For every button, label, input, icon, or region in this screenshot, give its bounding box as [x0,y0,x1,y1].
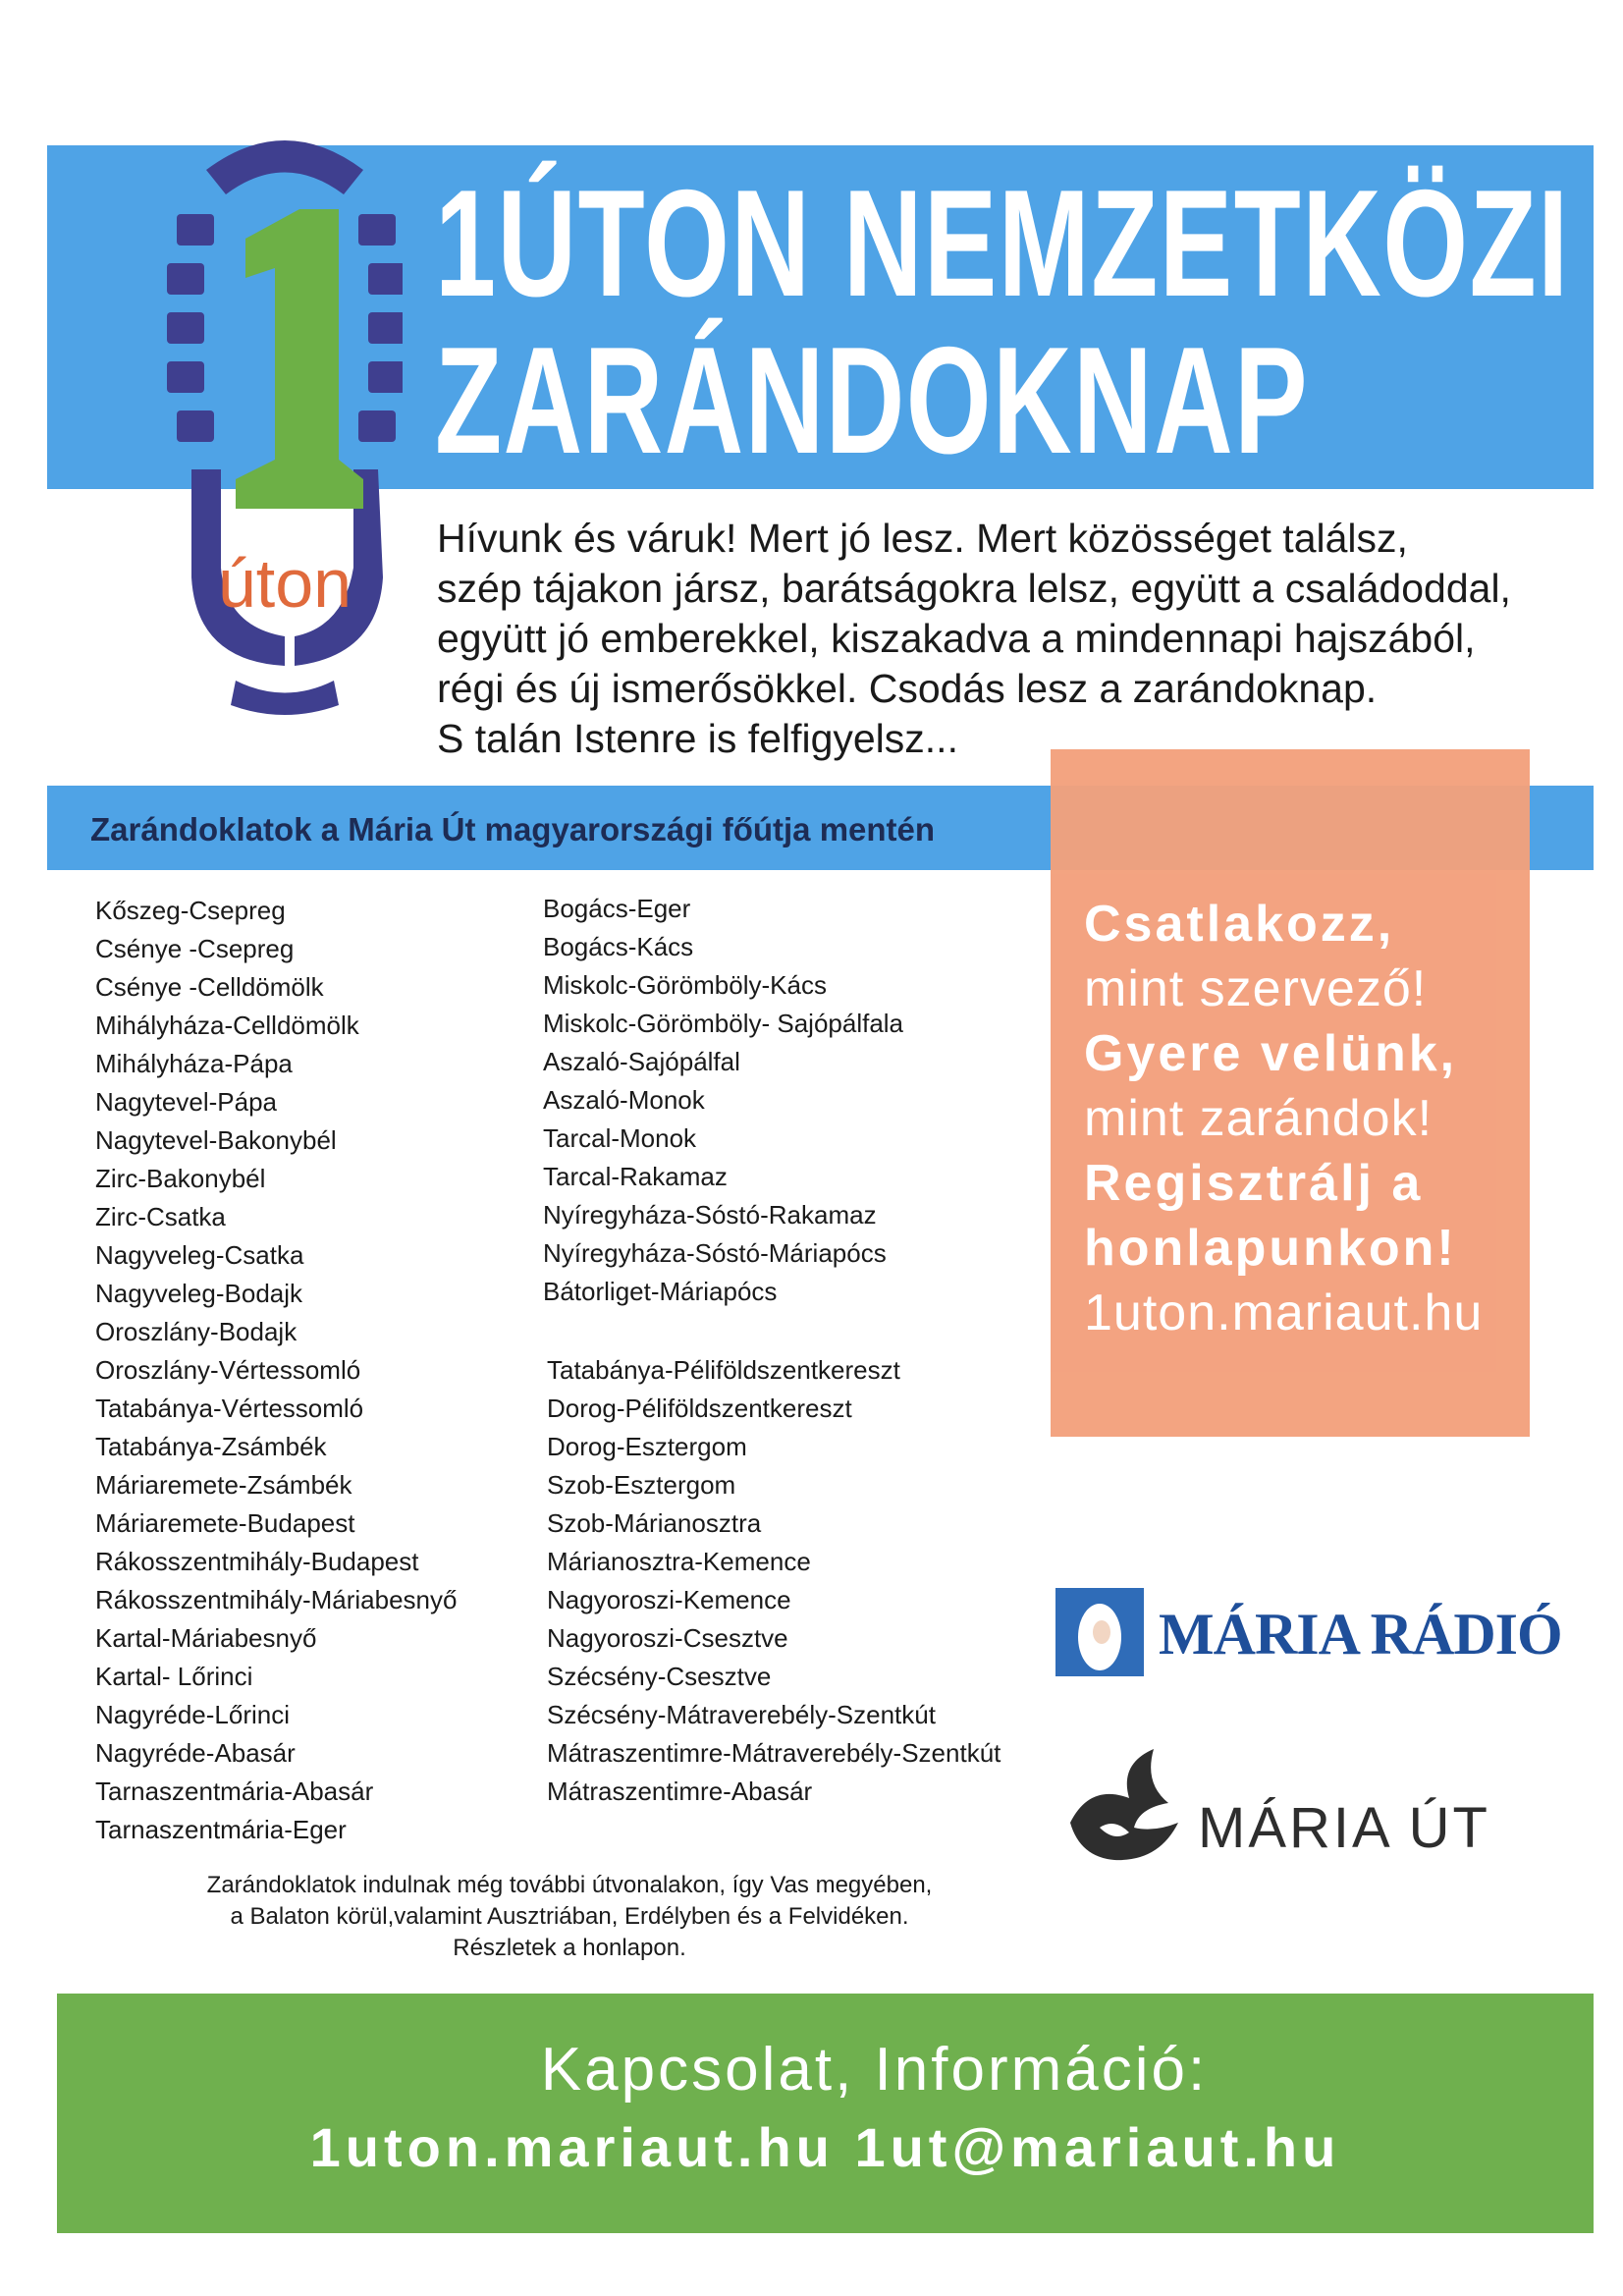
route-item: Zirc-Csatka [95,1202,226,1231]
maria-ut-logo [1060,1744,1551,1872]
route-item: Nagyréde-Abasár [95,1738,296,1768]
route-item: Csénye -Celldömölk [95,972,324,1002]
route-item: Oroszlány-Vértessomló [95,1355,361,1385]
maria-radio-wordmark: MÁRIA RÁDIÓ [1159,1602,1562,1667]
cta-line: mint szervező! [1084,960,1428,1017]
route-item: Nyíregyháza-Sóstó-Rakamaz [543,1200,877,1230]
contact-band [57,1994,1594,2233]
route-item: Rákosszentmihály-Budapest [95,1547,419,1576]
route-item: Mátraszentimre-Abasár [547,1777,813,1806]
cta-website-link[interactable]: 1uton.mariaut.hu [1084,1285,1484,1341]
route-item: Zirc-Bakonybél [95,1164,266,1193]
route-item: Tarnaszentmária-Eger [95,1815,347,1844]
route-item: Tatabánya-Vértessomló [95,1394,364,1423]
route-item: Tatabánya-Péliföldszentkereszt [547,1355,900,1385]
intro-line: Hívunk és váruk! Mert jó lesz. Mert közösséget találsz, [437,516,1408,561]
route-item: Nagytevel-Bakonybél [95,1125,337,1155]
page-title-line1: 1ÚTON NEMZETKÖZI [435,158,1570,328]
route-item: Rákosszentmihály-Máriabesnyő [95,1585,458,1614]
dove-icon [1060,1744,1198,1872]
route-item: Bogács-Eger [543,894,691,923]
maria-radio-logo [1055,1583,1562,1681]
route-item: Tarnaszentmária-Abasár [95,1777,374,1806]
uton-shoe-logo [167,116,403,715]
route-item: Szob-Márianosztra [547,1508,762,1538]
route-item: Nagyveleg-Csatka [95,1240,304,1270]
route-item: Miskolc-Görömböly-Kács [543,970,827,1000]
logo-word: úton [217,545,352,622]
cta-line: honlapunkon! [1084,1220,1457,1277]
intro-text [437,514,1556,764]
contact-links[interactable]: 1uton.mariaut.hu 1ut@mariaut.hu [309,2116,1341,2178]
routes-list-right-b [547,1351,1001,1811]
route-item: Kartal-Máriabesnyő [95,1623,317,1653]
route-item: Nagyréde-Lőrinci [95,1700,290,1729]
route-item: Aszaló-Sajópálfal [543,1047,740,1076]
route-item: Szob-Esztergom [547,1470,736,1500]
route-item: Oroszlány-Bodajk [95,1317,298,1346]
note-line: Részletek a honlapon. [453,1935,686,1961]
route-item: Nagyoroszi-Kemence [547,1585,791,1614]
footer-note [137,1870,1001,1964]
route-item: Tatabánya-Zsámbék [95,1432,327,1461]
intro-line: együtt jó emberekkel, kiszakadva a mindennapi hajszából, [437,616,1476,661]
route-item: Máriaremete-Budapest [95,1508,355,1538]
route-item: Kartal- Lőrinci [95,1662,253,1691]
route-item: Máriaremete-Zsámbék [95,1470,352,1500]
route-item: Mihályháza-Pápa [95,1049,293,1078]
route-item: Mátraszentimre-Mátraverebély-Szentkút [547,1738,1001,1768]
route-item: Csénye -Csepreg [95,934,295,963]
route-item: Dorog-Péliföldszentkereszt [547,1394,852,1423]
route-item: Tarcal-Rakamaz [543,1162,728,1191]
route-item: Miskolc-Görömböly- Sajópálfala [543,1009,904,1038]
route-item: Márianosztra-Kemence [547,1547,811,1576]
routes-list-left [95,892,457,1849]
route-item: Aszaló-Monok [543,1085,705,1115]
route-item: Nagyveleg-Bodajk [95,1279,303,1308]
cta-line: Csatlakozz, [1084,896,1395,953]
intro-line: régi és új ismerősökkel. Csodás lesz a zarándoknap. [437,666,1378,711]
maria-ut-wordmark: MÁRIA ÚT [1198,1796,1490,1860]
route-item: Bátorliget-Máriapócs [543,1277,778,1306]
route-item: Bogács-Kács [543,932,694,961]
note-line: Zarándoklatok indulnak még további útvonalakon, így Vas megyében, [206,1872,933,1898]
intro-line: S talán Istenre is felfigyelsz... [437,716,958,761]
route-item: Dorog-Esztergom [547,1432,747,1461]
routes-list-right-a [543,890,903,1311]
route-item: Nagytevel-Pápa [95,1087,277,1117]
route-item: Tarcal-Monok [543,1123,697,1153]
number-one-icon [236,209,363,509]
cta-line: Regisztrálj a [1084,1155,1424,1212]
cta-box [1051,749,1530,1437]
contact-title: Kapcsolat, Információ: [540,2036,1209,2104]
route-item: Szécsény-Csesztve [547,1662,772,1691]
route-item: Szécsény-Mátraverebély-Szentkút [547,1700,936,1729]
page-title-line2: ZARÁNDOKNAP [435,315,1310,485]
note-line: a Balaton körül,valamint Ausztriában, Erdélyben és a Felvidéken. [230,1903,909,1930]
route-item: Nyíregyháza-Sóstó-Máriapócs [543,1238,887,1268]
route-item: Nagyoroszi-Csesztve [547,1623,788,1653]
route-item: Kőszeg-Csepreg [95,896,286,925]
cta-line: Gyere velünk, [1084,1025,1458,1082]
intro-line: szép tájakon jársz, barátságokra lelsz, együtt a családoddal, [437,566,1511,611]
madonna-icon [1055,1583,1144,1681]
cta-line: mint zarándok! [1084,1090,1434,1147]
route-item: Mihályháza-Celldömölk [95,1011,359,1040]
routes-heading: Zarándoklatok a Mária Út magyarországi főútja mentén [90,811,936,847]
